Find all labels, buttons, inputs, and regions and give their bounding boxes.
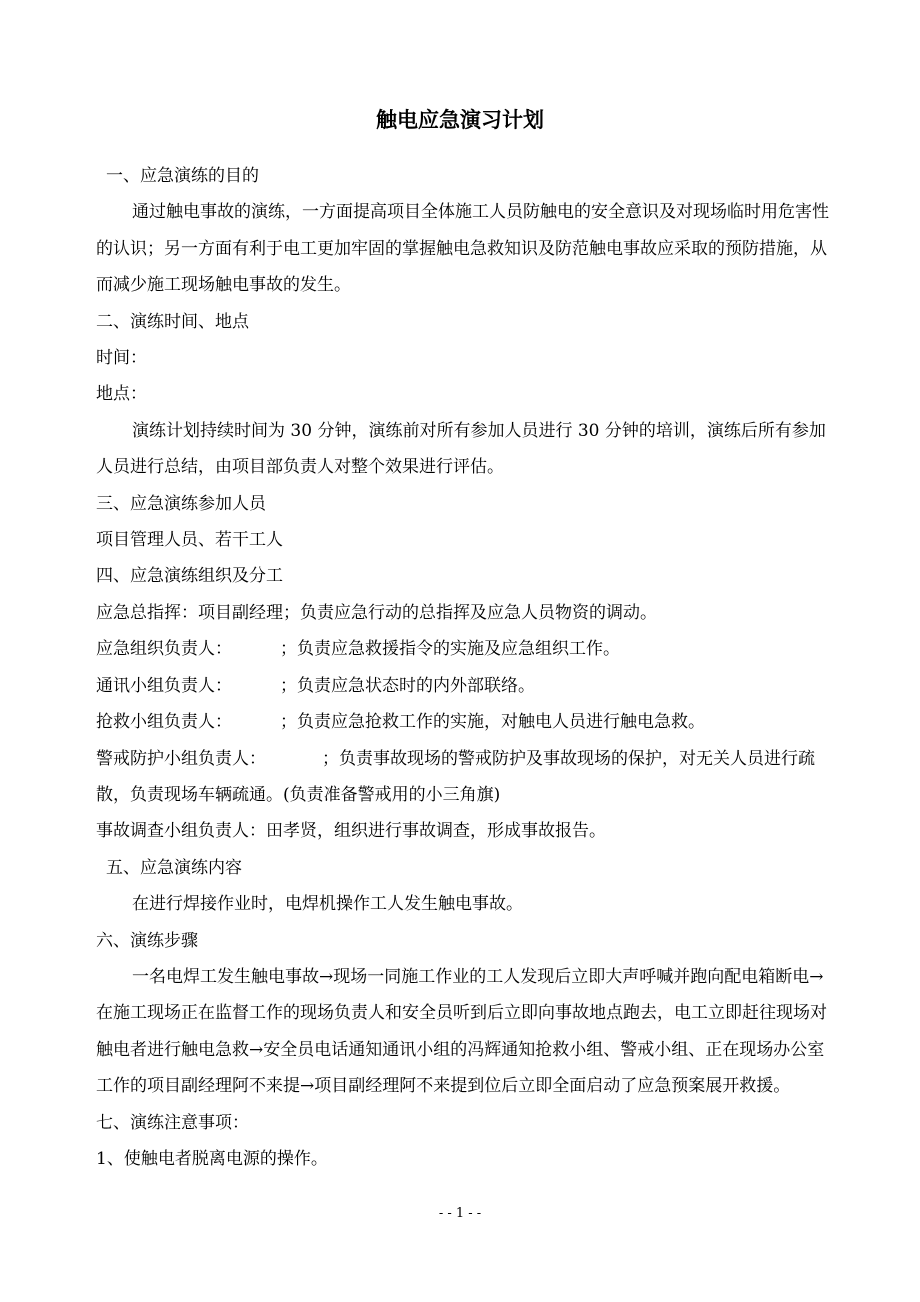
- comm-leader-duty: ；负责应急状态时的内外部联络。: [280, 675, 535, 696]
- document-title: 触电应急演习计划: [376, 108, 544, 132]
- section-6-paragraph: 一名电焊工发生触电事故→现场一同施工作业的工人发现后立即大声呼喊并跑向配电箱断电→在施工现场正在监督工作的现场负责人和安全员听到后立即向事故地点跑去，电工立即赶往现场对触电者进行触电急救→安全员电话通知通讯小组的冯辉通知抢救小组、警戒小组、正在现场办公室工作的项目副经理阿不来提→项目副经理阿不来提到位后立即全面启动了应急预案展开救援。: [96, 966, 827, 1097]
- section-3-heading: 三、应急演练参加人员: [96, 493, 266, 514]
- page-number: - - 1 - -: [438, 1206, 482, 1221]
- section-5-heading: 五、应急演练内容: [106, 857, 242, 878]
- org-leader-label: 应急组织负责人：: [96, 639, 232, 660]
- section-6-heading: 六、演练步骤: [96, 930, 198, 951]
- section-7-item-1: 1、使触电者脱离电源的操作。: [96, 1148, 328, 1169]
- section-4-investigate: 事故调查小组负责人：田孝贤，组织进行事故调查，形成事故报告。: [96, 821, 606, 842]
- section-4-commander: 应急总指挥：项目副经理；负责应急行动的总指挥及应急人员物资的调动。: [96, 602, 657, 623]
- section-1-heading: 一、应急演练的目的: [106, 166, 259, 186]
- section-4-org-row: [96, 631, 830, 667]
- section-7-heading: 七、演练注意事项：: [96, 1112, 249, 1133]
- rescue-leader-label: 抢救小组负责人：: [96, 712, 232, 733]
- guard-leader-duty: ；负责事故现场的警戒防护及事故现场的保护，对无关人员进行疏散，负责现场车辆疏通。(负责准备警戒用的小三角旗): [96, 748, 815, 805]
- section-2-paragraph: 演练计划持续时间为 30 分钟，演练前对所有参加人员进行 30 分钟的培训，演练后所有参加人员进行总结，由项目部负责人对整个效果进行评估。: [96, 420, 826, 478]
- section-4-rescue-row: [96, 704, 830, 740]
- section-5-paragraph: 在进行焊接作业时，电焊机操作工人发生触电事故。: [132, 894, 523, 915]
- section-4-comm-row: [96, 668, 830, 704]
- section-2-time: 时间：: [96, 348, 147, 369]
- section-4-heading: 四、应急演练组织及分工: [96, 566, 283, 587]
- section-2-heading: 二、演练时间、地点: [96, 311, 249, 332]
- section-4-guard-row: [96, 741, 830, 814]
- section-2-place: 地点：: [96, 384, 147, 405]
- rescue-leader-duty: ；负责应急抢救工作的实施，对触电人员进行触电急救。: [280, 712, 705, 733]
- section-1-paragraph: 通过触电事故的演练，一方面提高项目全体施工人员防触电的安全意识及对现场临时用危害性的认识；另一方面有利于电工更加牢固的掌握触电急救知识及防范触电事故应采取的预防措施，从而减少施工现场触电事故的发生。: [96, 202, 829, 296]
- guard-leader-label: 警戒防护小组负责人：: [96, 748, 266, 769]
- comm-leader-label: 通讯小组负责人：: [96, 675, 232, 696]
- section-3-paragraph: 项目管理人员、若干工人: [96, 530, 283, 551]
- document-body: [96, 158, 830, 1177]
- org-leader-duty: ；负责应急救援指令的实施及应急组织工作。: [280, 639, 620, 660]
